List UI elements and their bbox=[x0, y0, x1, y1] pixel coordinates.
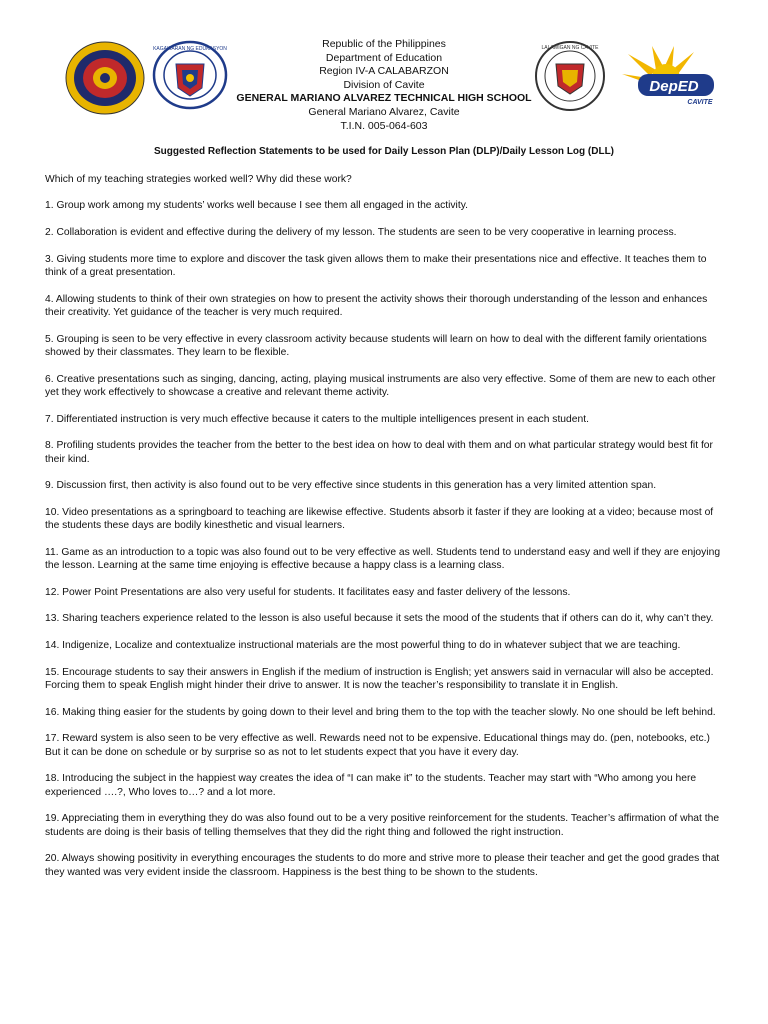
reflection-item: 1. Group work among my students’ works well because I see them all engaged in the activity. bbox=[45, 200, 468, 212]
reflection-item: 11. Game as an introduction to a topic was also found out to be very effective as well. Students tend to understand easy and well if they are enjoying the lesson. Learning at the same time enjoying is effective because a happy class is a learning class. bbox=[45, 546, 721, 572]
header-region: Region IV-A CALABARZON bbox=[319, 65, 449, 78]
reflection-item: 16. Making thing easier for the students by going down to their level and bring them to the top with the teacher slowly. No one should be left behind. bbox=[45, 706, 716, 718]
reflection-item: 4. Allowing students to think of their own strategies on how to present the activity shows their thorough understanding of the lesson and enhances their creativity. Yet guidance of the teacher is very much required. bbox=[45, 293, 708, 318]
reflection-item: 19. Appreciating them in everything they do was also found out to be a very positive reinforcement for the students. Teacher’s affirmation of what the students are doing is their basis of telling themselves that they did the right thing and followed the right instruction. bbox=[45, 813, 720, 838]
reflection-item: 5. Grouping is seen to be very effective in every classroom activity because students will learn on how to deal with the different family orientations showed by their classmates. They learn to be flexible. bbox=[45, 333, 707, 358]
header-tin: T.I.N. 005-064-603 bbox=[340, 119, 428, 132]
reflection-item: 7. Differentiated instruction is very much effective because it caters to the multiple intelligences present in each student. bbox=[45, 413, 589, 425]
document-title: Suggested Reflection Statements to be used for Daily Lesson Plan (DLP)/Daily Lesson Log (DLL) bbox=[153, 146, 615, 157]
reflection-item: 12. Power Point Presentations are also very useful for students. It facilitates easy and faster delivery of the lessons. bbox=[45, 586, 571, 598]
reflection-item: 18. Introducing the subject in the happiest way creates the idea of “I can make it” to the students. Teacher may start with “Who among you here experienced ….?, Who loves to…? and a lot more. bbox=[45, 773, 697, 798]
reflection-item: 15. Encourage students to say their answers in English if the medium of instruction is English; yet answers said in vernacular will also be accepted. Forcing them to speak English might hinder their drive to answer. It is now the teacher’s responsibility to translate it in English. bbox=[45, 666, 714, 691]
reflection-item: 3. Giving students more time to explore and discover the task given allows them to make their presentations nice and effective. It teaches them to think of a great presentation. bbox=[45, 253, 707, 278]
reflection-item: 9. Discussion first, then activity is also found out to be very effective since students in this generation has a very limited attention span. bbox=[45, 480, 657, 492]
deped-logo-text: DepED bbox=[649, 78, 699, 95]
reflection-item: 20. Always showing positivity in everything encourages the students to do more and strive more to please their teacher and get the good grades that they wanted was very evident inside the classroom. Happiness is the best thing to be shown to the students. bbox=[45, 853, 720, 878]
cavite-seal-ring-text: LALAWIGAN NG CAVITE bbox=[541, 45, 599, 51]
reflection-item: 10. Video presentations as a springboard to teaching are likewise effective. Students absorb it faster if they are looking at a video; because most of the students these days are bodily kinesthetic and visual learners. bbox=[45, 506, 714, 532]
reflection-item: 17. Reward system is also seen to be very effective as well. Rewards need not to be expensive. Educational things may do. (pen, notebooks, etc.) But it can be done on schedule or by surprise so as not to let students expect that you have it every day. bbox=[45, 733, 710, 758]
header-address: General Mariano Alvarez, Cavite bbox=[308, 105, 460, 118]
reflection-item: 13. Sharing teachers experience related to the lesson is also useful because it sets the mood of the students that if others can do it, why can’t they. bbox=[45, 613, 714, 625]
deped-seal-ring-text: KAGAWARAN NG EDUKASYON bbox=[153, 46, 227, 52]
reflection-item: 2. Collaboration is evident and effective during the delivery of my lesson. The students are seen to be very cooperative in learning process. bbox=[45, 227, 677, 238]
letterhead bbox=[0, 38, 768, 133]
document-body bbox=[45, 173, 723, 879]
header-republic: Republic of the Philippines bbox=[322, 38, 446, 50]
header-school-name: GENERAL MARIANO ALVAREZ TECHNICAL HIGH SCHOOL bbox=[236, 92, 532, 105]
deped-logo-subtext: CAVITE bbox=[687, 99, 713, 106]
guiding-question: Which of my teaching strategies worked well? Why did these work? bbox=[45, 174, 352, 185]
header-department: Department of Education bbox=[325, 51, 443, 64]
reflection-item: 8. Profiling students provides the teacher from the better to the best idea on how to deal with them and on what particular strategy would best fit for their kind. bbox=[45, 440, 713, 465]
reflection-item: 6. Creative presentations such as singing, dancing, acting, playing musical instruments are also very effective. Some of them are new to each other yet they work effectively to showcase a creative and relevant theme activity. bbox=[45, 373, 716, 398]
reflection-item: 14. Indigenize, Localize and contextualize instructional materials are the most powerful thing to do in whatever subject that we are teaching. bbox=[45, 639, 681, 651]
header-division: Division of Cavite bbox=[343, 78, 425, 91]
